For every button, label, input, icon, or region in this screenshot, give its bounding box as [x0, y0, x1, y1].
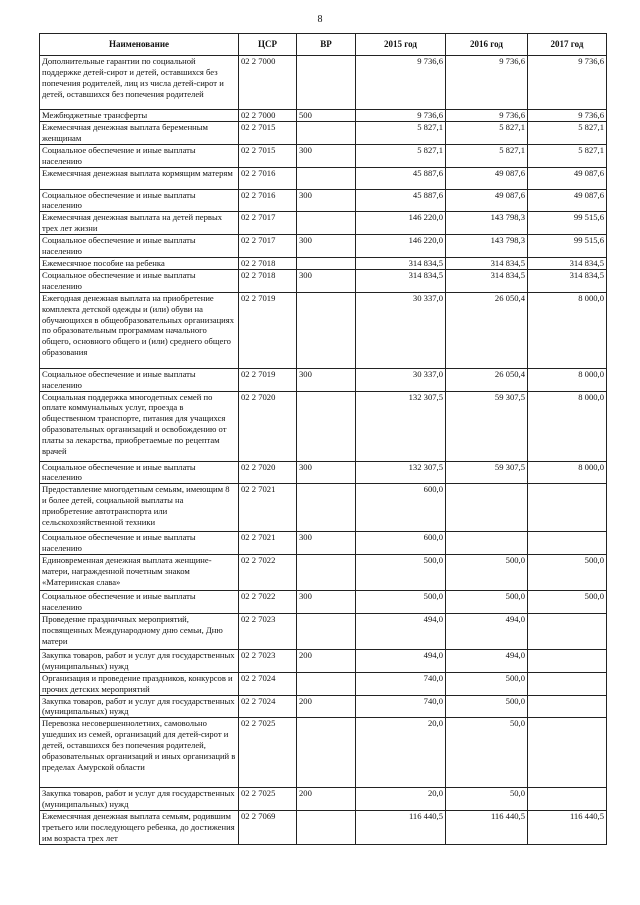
- row-name: Социальное обеспечение и иные выплаты населению: [40, 144, 239, 167]
- row-2017: [528, 718, 607, 788]
- table-row: [40, 811, 607, 845]
- table-row: [40, 591, 607, 614]
- budget-table: [39, 33, 607, 845]
- row-2016: 26 050,4: [446, 292, 528, 368]
- table-row: [40, 144, 607, 167]
- row-csr: 02 2 7015: [239, 144, 297, 167]
- row-csr: 02 2 7025: [239, 788, 297, 811]
- row-2016: 49 087,6: [446, 167, 528, 189]
- row-2016: 143 798,3: [446, 212, 528, 235]
- row-2015: 30 337,0: [356, 368, 446, 391]
- row-2015: 9 736,6: [356, 110, 446, 122]
- table-row: [40, 212, 607, 235]
- row-2015: 5 827,1: [356, 144, 446, 167]
- row-2017: 314 834,5: [528, 269, 607, 292]
- row-csr: 02 2 7024: [239, 672, 297, 695]
- row-2015: 9 736,6: [356, 56, 446, 110]
- row-2015: 500,0: [356, 591, 446, 614]
- row-2017: 9 736,6: [528, 110, 607, 122]
- row-2015: 45 887,6: [356, 189, 446, 212]
- row-vr: [297, 167, 356, 189]
- row-2015: 116 440,5: [356, 811, 446, 845]
- table-row: [40, 484, 607, 532]
- row-2016: 500,0: [446, 695, 528, 718]
- row-2016: [446, 532, 528, 555]
- row-2015: 740,0: [356, 672, 446, 695]
- row-2017: [528, 649, 607, 672]
- row-2015: 500,0: [356, 555, 446, 591]
- row-vr: 500: [297, 110, 356, 122]
- row-2017: 314 834,5: [528, 257, 607, 269]
- row-2015: 494,0: [356, 613, 446, 649]
- row-vr: 300: [297, 189, 356, 212]
- table-row: [40, 461, 607, 484]
- row-2016: 9 736,6: [446, 56, 528, 110]
- row-csr: 02 2 7019: [239, 292, 297, 368]
- row-vr: [297, 672, 356, 695]
- table-row: [40, 613, 607, 649]
- row-vr: [297, 811, 356, 845]
- row-2017: 8 000,0: [528, 461, 607, 484]
- row-name: Дополнительные гарантии по социальной поддержке детей-сирот и детей, оставшихся без попечения родителей, лиц из числа детей-сирот и детей, оставшихся без попечения родителей: [40, 56, 239, 110]
- row-name: Социальное обеспечение и иные выплаты населению: [40, 368, 239, 391]
- table-row: [40, 672, 607, 695]
- row-name: Ежемесячная денежная выплата кормящим матерям: [40, 167, 239, 189]
- row-2015: 20,0: [356, 718, 446, 788]
- row-vr: [297, 292, 356, 368]
- row-vr: [297, 56, 356, 110]
- row-2016: 9 736,6: [446, 110, 528, 122]
- row-csr: 02 2 7020: [239, 461, 297, 484]
- row-csr: 02 2 7020: [239, 391, 297, 461]
- row-csr: 02 2 7022: [239, 591, 297, 614]
- row-name: Перевозка несовершеннолетних, самовольно ушедших из семей, организаций для детей-сирот и детей, оставшихся без попечения родителей, образовательных организаций и иных организаций в пределах Амурской области: [40, 718, 239, 788]
- row-2016: [446, 484, 528, 532]
- row-2016: 314 834,5: [446, 269, 528, 292]
- row-csr: 02 2 7000: [239, 56, 297, 110]
- table-row: [40, 532, 607, 555]
- header-2016: 2016 год: [446, 34, 528, 56]
- row-2015: 146 220,0: [356, 212, 446, 235]
- table-row: [40, 121, 607, 144]
- header-2017: 2017 год: [528, 34, 607, 56]
- row-name: Закупка товаров, работ и услуг для государственных (муниципальных) нужд: [40, 788, 239, 811]
- row-name: Социальное обеспечение и иные выплаты населению: [40, 532, 239, 555]
- row-name: Социальное обеспечение и иные выплаты населению: [40, 461, 239, 484]
- row-2017: 500,0: [528, 555, 607, 591]
- table-row: [40, 718, 607, 788]
- table-row: [40, 189, 607, 212]
- row-vr: 300: [297, 461, 356, 484]
- table-row: [40, 368, 607, 391]
- row-csr: 02 2 7017: [239, 235, 297, 258]
- row-csr: 02 2 7019: [239, 368, 297, 391]
- row-vr: [297, 613, 356, 649]
- row-vr: 300: [297, 144, 356, 167]
- row-2016: 500,0: [446, 591, 528, 614]
- row-2015: 30 337,0: [356, 292, 446, 368]
- row-2016: 500,0: [446, 672, 528, 695]
- row-csr: 02 2 7022: [239, 555, 297, 591]
- row-name: Проведение праздничных мероприятий, посвященных Международному дню семьи, Дню матери: [40, 613, 239, 649]
- row-vr: [297, 212, 356, 235]
- row-csr: 02 2 7015: [239, 121, 297, 144]
- row-2017: 8 000,0: [528, 292, 607, 368]
- header-csr: ЦСР: [239, 34, 297, 56]
- row-name: Социальное обеспечение и иные выплаты населению: [40, 235, 239, 258]
- table-body: [40, 56, 607, 845]
- table-row: [40, 391, 607, 461]
- table-row: [40, 269, 607, 292]
- row-csr: 02 2 7023: [239, 613, 297, 649]
- row-2017: 99 515,6: [528, 235, 607, 258]
- row-2016: 49 087,6: [446, 189, 528, 212]
- row-name: Социальное обеспечение и иные выплаты населению: [40, 269, 239, 292]
- row-2017: 8 000,0: [528, 391, 607, 461]
- table-row: [40, 292, 607, 368]
- row-name: Закупка товаров, работ и услуг для государственных (муниципальных) нужд: [40, 649, 239, 672]
- row-name: Социальная поддержка многодетных семей по оплате коммунальных услуг, проезда в общественном транспорте, питания для учащихся образовательных организаций и освобождению от платы за лекарства, приобретаемые по рецептам врачей: [40, 391, 239, 461]
- row-vr: 300: [297, 235, 356, 258]
- row-csr: 02 2 7024: [239, 695, 297, 718]
- row-2015: 740,0: [356, 695, 446, 718]
- row-vr: 200: [297, 695, 356, 718]
- row-2017: 5 827,1: [528, 121, 607, 144]
- row-2017: 5 827,1: [528, 144, 607, 167]
- row-2016: 59 307,5: [446, 461, 528, 484]
- table-row: [40, 110, 607, 122]
- row-vr: 200: [297, 788, 356, 811]
- table-row: [40, 167, 607, 189]
- row-vr: [297, 484, 356, 532]
- row-2015: 45 887,6: [356, 167, 446, 189]
- row-2015: 146 220,0: [356, 235, 446, 258]
- row-2016: 116 440,5: [446, 811, 528, 845]
- row-2017: [528, 788, 607, 811]
- row-2017: [528, 613, 607, 649]
- row-2016: 26 050,4: [446, 368, 528, 391]
- row-name: Ежемесячная денежная выплата на детей первых трех лет жизни: [40, 212, 239, 235]
- row-name: Ежемесячное пособие на ребенка: [40, 257, 239, 269]
- row-2015: 600,0: [356, 484, 446, 532]
- row-2015: 494,0: [356, 649, 446, 672]
- row-vr: 300: [297, 368, 356, 391]
- page-number: 8: [317, 14, 323, 25]
- row-2015: 132 307,5: [356, 461, 446, 484]
- row-name: Ежемесячная денежная выплата беременным женщинам: [40, 121, 239, 144]
- row-csr: 02 2 7021: [239, 532, 297, 555]
- row-name: Межбюджетные трансферты: [40, 110, 239, 122]
- row-csr: 02 2 7017: [239, 212, 297, 235]
- row-name: Закупка товаров, работ и услуг для государственных (муниципальных) нужд: [40, 695, 239, 718]
- row-2016: 5 827,1: [446, 121, 528, 144]
- row-2015: 314 834,5: [356, 269, 446, 292]
- row-2016: 50,0: [446, 718, 528, 788]
- row-name: Предоставление многодетным семьям, имеющим 8 и более детей, социальной выплаты на приобретение автотранспорта или сельскохозяйственной техники: [40, 484, 239, 532]
- row-name: Ежемесячная денежная выплата семьям, родившим третьего или последующего ребенка, до достижения им возраста трех лет: [40, 811, 239, 845]
- row-csr: 02 2 7016: [239, 189, 297, 212]
- row-name: Ежегодная денежная выплата на приобретение комплекта детской одежды и (или) обуви на обучающихся в общеобразовательных организациях по образовательным программам начального общего, основного общего и (или) среднего общего образования: [40, 292, 239, 368]
- row-2015: 5 827,1: [356, 121, 446, 144]
- row-2015: 20,0: [356, 788, 446, 811]
- header-2015: 2015 год: [356, 34, 446, 56]
- row-csr: 02 2 7018: [239, 269, 297, 292]
- row-vr: [297, 391, 356, 461]
- row-2016: 50,0: [446, 788, 528, 811]
- row-2016: 494,0: [446, 649, 528, 672]
- row-csr: 02 2 7018: [239, 257, 297, 269]
- row-2016: 500,0: [446, 555, 528, 591]
- row-vr: 200: [297, 649, 356, 672]
- row-vr: 300: [297, 269, 356, 292]
- row-2017: 500,0: [528, 591, 607, 614]
- row-2016: 143 798,3: [446, 235, 528, 258]
- row-csr: 02 2 7069: [239, 811, 297, 845]
- row-2017: 9 736,6: [528, 56, 607, 110]
- row-2016: 5 827,1: [446, 144, 528, 167]
- table-row: [40, 235, 607, 258]
- table-row: [40, 649, 607, 672]
- row-2017: 99 515,6: [528, 212, 607, 235]
- row-name: Организация и проведение праздников, конкурсов и прочих детских мероприятий: [40, 672, 239, 695]
- row-2016: 59 307,5: [446, 391, 528, 461]
- row-vr: 300: [297, 532, 356, 555]
- row-2017: [528, 695, 607, 718]
- header-name: Наименование: [40, 34, 239, 56]
- table-row: [40, 56, 607, 110]
- header-vr: ВР: [297, 34, 356, 56]
- row-2017: [528, 672, 607, 695]
- row-2015: 314 834,5: [356, 257, 446, 269]
- table-row: [40, 257, 607, 269]
- row-2017: 8 000,0: [528, 368, 607, 391]
- row-name: Социальное обеспечение и иные выплаты населению: [40, 591, 239, 614]
- row-2016: 314 834,5: [446, 257, 528, 269]
- row-2016: 494,0: [446, 613, 528, 649]
- row-2017: 49 087,6: [528, 167, 607, 189]
- row-name: Единовременная денежная выплата женщине-матери, награжденной почетным знаком «Материнская слава»: [40, 555, 239, 591]
- row-csr: 02 2 7000: [239, 110, 297, 122]
- table-header-row: [40, 34, 607, 56]
- row-2015: 132 307,5: [356, 391, 446, 461]
- row-csr: 02 2 7021: [239, 484, 297, 532]
- row-2017: [528, 484, 607, 532]
- row-vr: 300: [297, 591, 356, 614]
- row-name: Социальное обеспечение и иные выплаты населению: [40, 189, 239, 212]
- table-row: [40, 788, 607, 811]
- row-vr: [297, 718, 356, 788]
- row-csr: 02 2 7023: [239, 649, 297, 672]
- row-csr: 02 2 7016: [239, 167, 297, 189]
- row-2017: 49 087,6: [528, 189, 607, 212]
- row-2017: 116 440,5: [528, 811, 607, 845]
- row-vr: [297, 257, 356, 269]
- row-vr: [297, 555, 356, 591]
- row-vr: [297, 121, 356, 144]
- row-csr: 02 2 7025: [239, 718, 297, 788]
- row-2017: [528, 532, 607, 555]
- row-2015: 600,0: [356, 532, 446, 555]
- table-row: [40, 555, 607, 591]
- table-row: [40, 695, 607, 718]
